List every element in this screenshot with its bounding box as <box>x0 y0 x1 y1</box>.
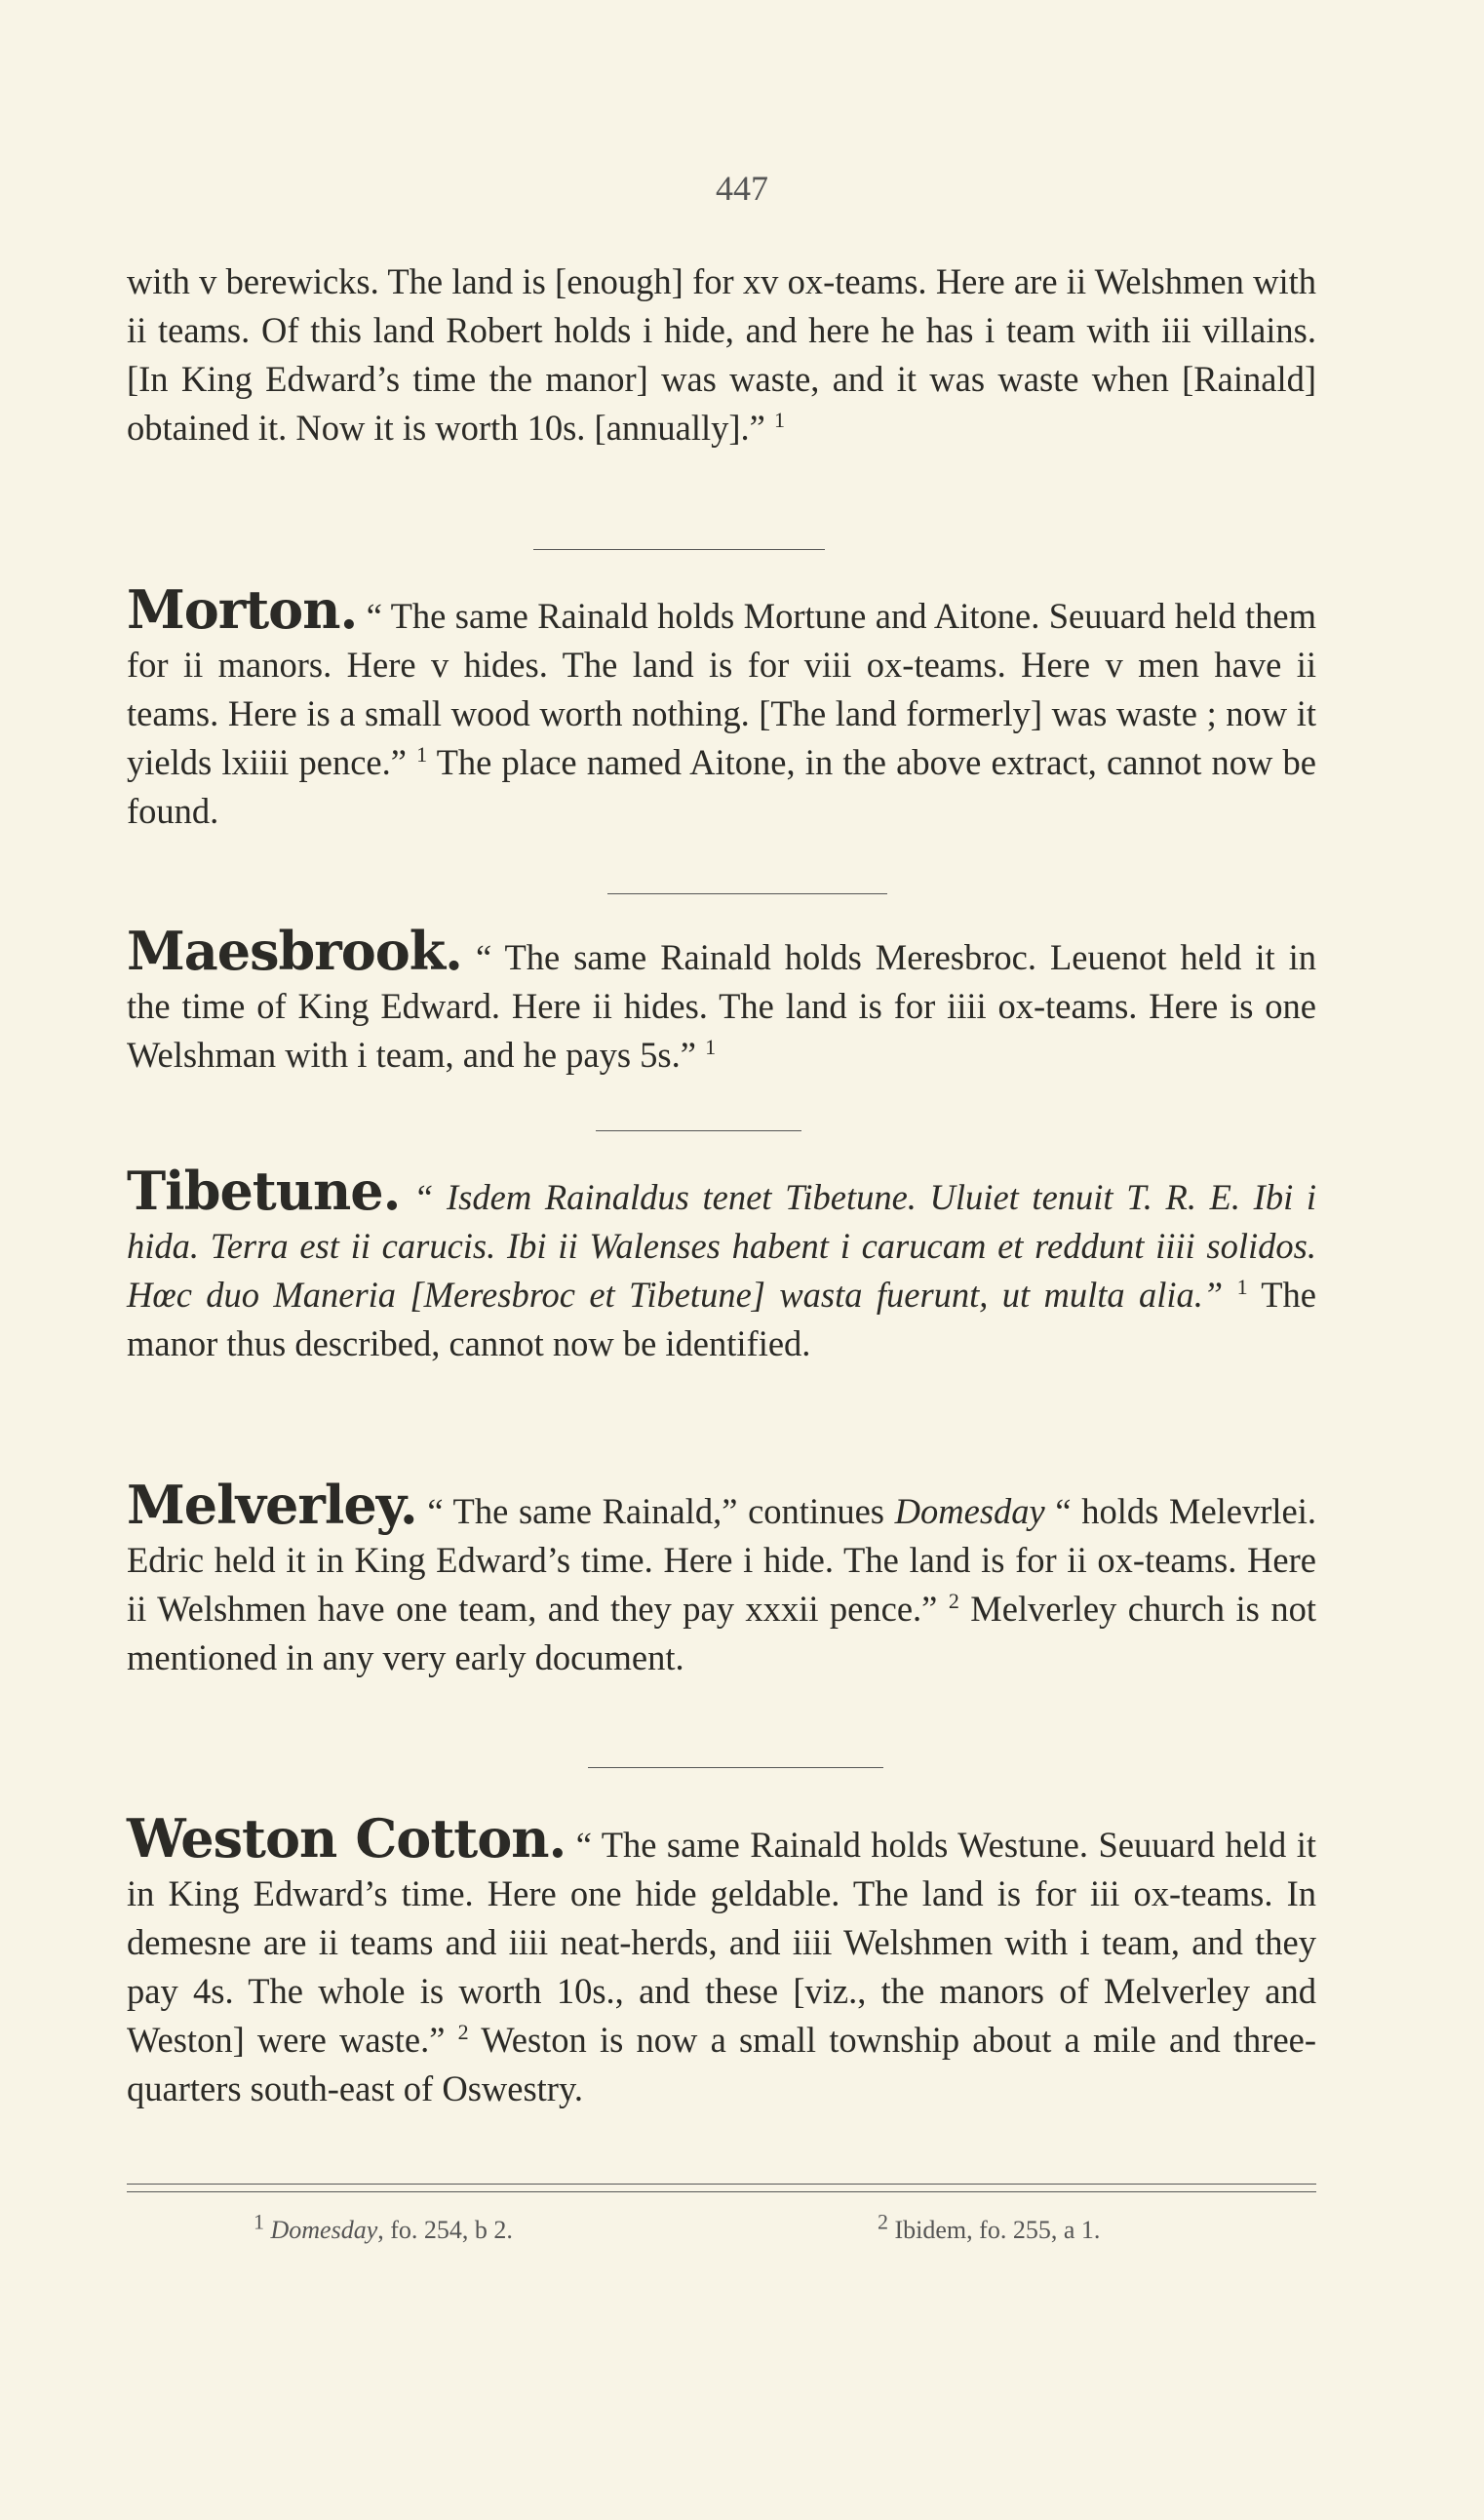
section-text: “ The same Rainald,” continues <box>427 1491 884 1531</box>
section-divider <box>607 893 887 894</box>
page-number: 447 <box>716 169 768 208</box>
footnote-ref-text: , fo. 254, b 2. <box>377 2216 513 2244</box>
section-morton <box>127 578 1316 836</box>
section-commentary: Melverley church is not mentioned in any very early document. <box>127 1589 1316 1677</box>
section-divider <box>588 1767 883 1768</box>
section-tibetune <box>127 1160 1317 1368</box>
footnote-2 <box>878 2209 1101 2245</box>
footnote-mark: 2 <box>878 2209 888 2234</box>
footnote-ref-text: , fo. 255, a 1. <box>966 2216 1101 2244</box>
section-heading: Weston Cotton. <box>127 1807 566 1870</box>
section-heading: Melverley. <box>127 1474 417 1536</box>
latin-extract: “ Isdem Rainaldus tenet Tibetune. Uluiet tenuit T. R. E. Ibi i hida. Terra est ii carucis. Ibi ii Walenses habent i carucam et reddunt iiii solidos. Hœc duo Maneria [Meresbroc et Tibetune] wasta fuerunt, ut multa alia.” <box>127 1177 1316 1315</box>
section-text: “ The same Rainald holds Meresbroc. Leuenot held it in the time of King Edward. Here ii hides. The land is for iiii ox-teams. Here is one Welshman with i team, and he pays 5s.” <box>127 937 1317 1075</box>
footnote-source: Ibidem <box>894 2216 967 2244</box>
section-heading: Tibetune. <box>127 1160 401 1222</box>
section-commentary: Weston is now a small township about a mile and three-quarters south-east of Oswestry. <box>127 2020 1317 2108</box>
section-text: “ The same Rainald holds Mortune and Aitone. Seuuard held them for ii manors. Here v hides. The land is for viii ox-teams. Here v men have ii teams. Here is a small wood worth nothing. [The land formerly] was waste ; now it yields lxiiii pence.” <box>127 596 1316 782</box>
section-commentary: The manor thus described, cannot now be identified. <box>127 1275 1317 1363</box>
section-weston-cotton <box>127 1807 1317 2113</box>
section-maesbrook <box>127 920 1317 1080</box>
continuation-paragraph <box>127 257 1316 453</box>
section-divider <box>533 549 825 550</box>
footnote-1 <box>254 2209 513 2245</box>
section-text: “ The same Rainald holds Westune. Seuuard held it in King Edward’s time. Here one hide geldable. The land is for iii ox-teams. In demesne are ii teams and iiii neat-herds, and iiii Welshmen with i team, and they pay 4s. The whole is worth 10s., and these [viz., the manors of Melverley and Weston] were waste.” <box>127 1825 1317 2060</box>
footnote-ref: 2 <box>948 1588 959 1613</box>
footnote-ref: 2 <box>457 2019 469 2044</box>
section-commentary: The place named Aitone, in the above extract, cannot now be found. <box>127 742 1316 831</box>
footnote-ref: 1 <box>705 1034 717 1059</box>
section-divider <box>596 1130 801 1131</box>
footnote-ref: 1 <box>774 407 785 432</box>
footnote-divider <box>127 2191 1316 2192</box>
footnote-source: Domesday <box>270 2216 378 2244</box>
section-text: “ holds Melevrlei. Edric held it in King Edward’s time. Here i hide. The land is for ii ox-teams. Here ii Welshmen have one team, and they pay xxxii pence.” <box>127 1491 1317 1629</box>
section-heading: Morton. <box>127 578 358 641</box>
footnote-divider <box>127 2184 1316 2185</box>
book-title: Domesday <box>894 1491 1045 1531</box>
section-heading: Maesbrook. <box>127 920 462 982</box>
footnote-ref: 1 <box>416 741 428 767</box>
footnote-ref: 1 <box>1236 1274 1248 1299</box>
section-melverley <box>127 1474 1317 1682</box>
continuation-text: with v berewicks. The land is [enough] for xv ox-teams. Here are ii Welshmen with ii teams. Of this land Robert holds i hide, and here he has i team with iii villains. [In King Edward’s time the manor] was waste, and it was waste when [Rainald] obtained it. Now it is worth 10s. [annually].” <box>127 261 1316 448</box>
footnote-mark: 1 <box>254 2209 264 2234</box>
